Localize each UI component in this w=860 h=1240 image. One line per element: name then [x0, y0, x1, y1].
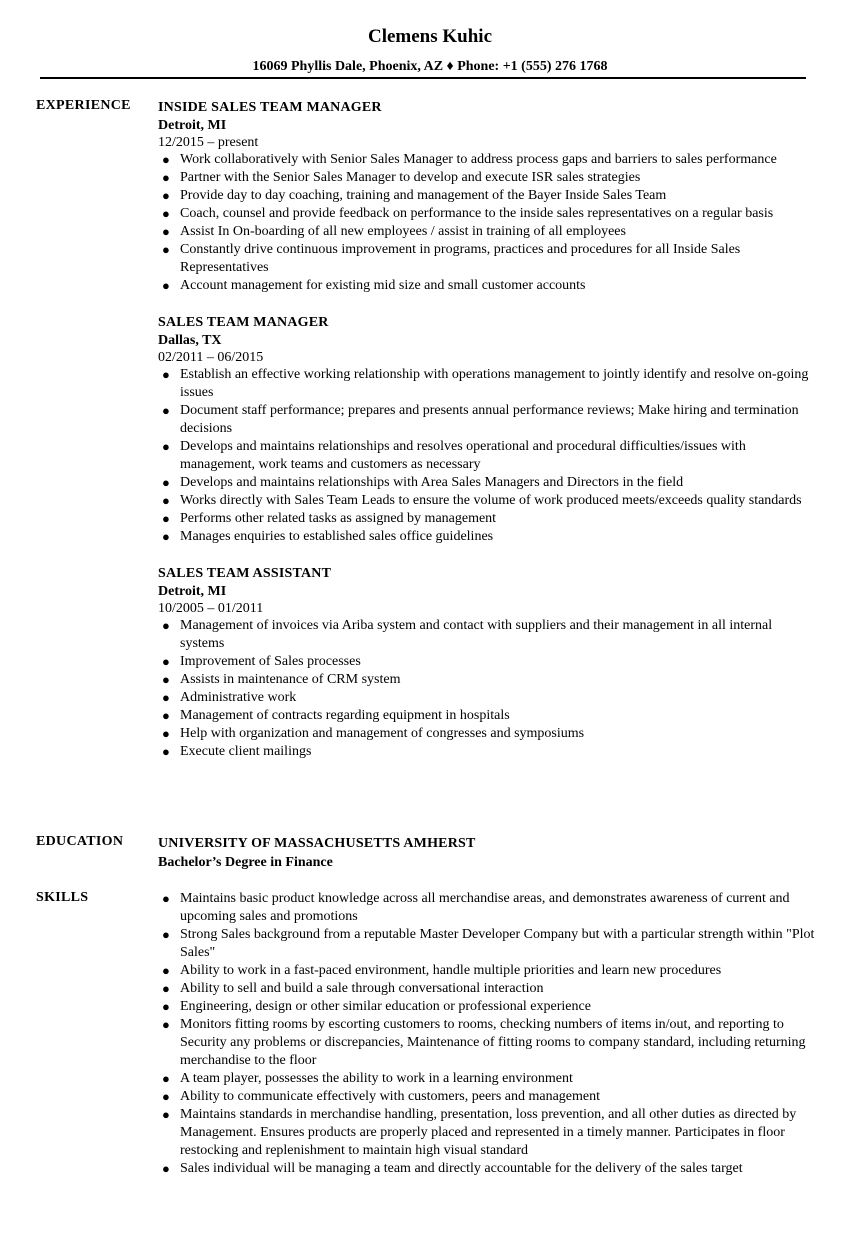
bullet-dot-icon: ●: [162, 206, 170, 221]
job-dates: 12/2015 – present: [158, 135, 259, 150]
bullet-dot-icon: ●: [162, 170, 170, 185]
list-item: [158, 617, 818, 653]
bullet-text: Administrative work: [180, 690, 297, 705]
bullet-text: Ability to communicate effectively with customers, peers and management: [180, 1089, 600, 1104]
list-item: [158, 1016, 818, 1070]
list-item: [158, 151, 818, 169]
bullet-dot-icon: ●: [162, 1017, 170, 1032]
bullet-text: Account management for existing mid size and small customer accounts: [180, 278, 586, 293]
bullet-dot-icon: ●: [162, 1071, 170, 1086]
section-label-skills: SKILLS: [36, 890, 89, 905]
bullet-dot-icon: ●: [162, 999, 170, 1014]
job-entry: [158, 98, 818, 295]
bullet-text: Assist In On-boarding of all new employees / assist in training of all employees: [180, 224, 626, 239]
job-bullet-list: [158, 151, 818, 295]
list-item: [158, 492, 818, 510]
bullet-dot-icon: ●: [162, 439, 170, 454]
bullet-text: Performs other related tasks as assigned by management: [180, 511, 497, 526]
bullet-dot-icon: ●: [162, 927, 170, 942]
bullet-text: Develops and maintains relationships and resolves operational and procedural difficulties/issues with management, work teams and customers as necessary: [180, 439, 746, 472]
bullet-dot-icon: ●: [162, 891, 170, 906]
list-item: [158, 474, 818, 492]
list-item: [158, 402, 818, 438]
list-item: [158, 438, 818, 474]
bullet-dot-icon: ●: [162, 981, 170, 996]
bullet-text: Ability to sell and build a sale through conversational interaction: [180, 981, 544, 996]
bullet-dot-icon: ●: [162, 493, 170, 508]
list-item: [158, 980, 818, 998]
bullet-text: Establish an effective working relationship with operations management to jointly identify and resolve on-going issues: [180, 367, 809, 400]
bullet-text: Sales individual will be managing a team and directly accountable for the delivery of the sales target: [180, 1161, 743, 1176]
contact-line: 16069 Phyllis Dale, Phoenix, AZ ♦ Phone: +1 (555) 276 1768: [252, 59, 608, 74]
list-item: [158, 187, 818, 205]
list-item: [158, 743, 818, 761]
bullet-dot-icon: ●: [162, 963, 170, 978]
list-item: [158, 241, 818, 277]
job-bullet-list: [158, 617, 818, 761]
job-title: INSIDE SALES TEAM MANAGER: [158, 100, 382, 115]
school-name: UNIVERSITY OF MASSACHUSETTS AMHERST: [158, 836, 476, 851]
bullet-text: Execute client mailings: [180, 744, 312, 759]
list-item: [158, 653, 818, 671]
bullet-text: Improvement of Sales processes: [180, 654, 361, 669]
bullet-dot-icon: ●: [162, 690, 170, 705]
list-item: [158, 528, 818, 546]
list-item: [158, 277, 818, 295]
bullet-dot-icon: ●: [162, 744, 170, 759]
bullet-dot-icon: ●: [162, 726, 170, 741]
bullet-dot-icon: ●: [162, 529, 170, 544]
list-item: [158, 169, 818, 187]
bullet-text: Manages enquiries to established sales office guidelines: [180, 529, 494, 544]
bullet-dot-icon: ●: [162, 278, 170, 293]
bullet-text: Develops and maintains relationships with Area Sales Managers and Directors in the field: [180, 475, 684, 490]
bullet-dot-icon: ●: [162, 242, 170, 257]
bullet-text: Management of contracts regarding equipment in hospitals: [180, 708, 510, 723]
bullet-dot-icon: ●: [162, 152, 170, 167]
bullet-dot-icon: ●: [162, 1161, 170, 1176]
bullet-text: Works directly with Sales Team Leads to ensure the volume of work produced meets/exceeds quality standards: [180, 493, 802, 508]
list-item: [158, 998, 818, 1016]
header-divider: [40, 77, 806, 79]
bullet-dot-icon: ●: [162, 367, 170, 382]
bullet-text: Help with organization and management of congresses and symposiums: [180, 726, 585, 741]
job-title: SALES TEAM ASSISTANT: [158, 566, 332, 581]
job-location: Detroit, MI: [158, 118, 227, 133]
bullet-text: Partner with the Senior Sales Manager to develop and execute ISR sales strategies: [180, 170, 641, 185]
bullet-text: Maintains basic product knowledge across all merchandise areas, and demonstrates awareness of current and upcoming sales and promotions: [180, 891, 790, 924]
list-item: [158, 1106, 818, 1160]
list-item: [158, 223, 818, 241]
bullet-text: Engineering, design or other similar education or professional experience: [180, 999, 591, 1014]
bullet-text: Assists in maintenance of CRM system: [180, 672, 401, 687]
bullet-dot-icon: ●: [162, 1107, 170, 1122]
bullet-dot-icon: ●: [162, 1089, 170, 1104]
list-item: [158, 671, 818, 689]
list-item: [158, 725, 818, 743]
list-item: [158, 689, 818, 707]
job-entry: [158, 313, 818, 546]
bullet-dot-icon: ●: [162, 511, 170, 526]
bullet-text: Management of invoices via Ariba system and contact with suppliers and their management in all internal systems: [180, 618, 773, 651]
bullet-dot-icon: ●: [162, 403, 170, 418]
bullet-dot-icon: ●: [162, 672, 170, 687]
bullet-dot-icon: ●: [162, 475, 170, 490]
bullet-text: Maintains standards in merchandise handling, presentation, loss prevention, and all other duties as directed by Management. Ensures products are properly placed and represented in a timely manner. Participates in floor restocking and replenishment to maintain high visual standard: [180, 1107, 797, 1158]
list-item: [158, 707, 818, 725]
section-label-education: EDUCATION: [36, 834, 124, 849]
list-item: [158, 205, 818, 223]
list-item: [158, 366, 818, 402]
bullet-text: Ability to work in a fast-paced environment, handle multiple priorities and learn new procedures: [180, 963, 722, 978]
bullet-text: Document staff performance; prepares and presents annual performance reviews; Make hiring and termination decisions: [180, 403, 799, 436]
skills-bullet-list: [158, 890, 818, 1178]
job-dates: 10/2005 – 01/2011: [158, 601, 264, 616]
bullet-text: Work collaboratively with Senior Sales Manager to address process gaps and barriers to sales performance: [180, 152, 777, 167]
experience-body: [158, 98, 818, 779]
list-item: [158, 926, 818, 962]
job-bullet-list: [158, 366, 818, 546]
bullet-text: Provide day to day coaching, training and management of the Bayer Inside Sales Team: [180, 188, 667, 203]
bullet-text: Monitors fitting rooms by escorting customers to rooms, checking numbers of items in/out, and reporting to Security any problems or discrepancies, Maintenance of fitting rooms to company standard, including returning merchandise to the floor: [180, 1017, 806, 1068]
job-entry: [158, 564, 818, 761]
bullet-text: A team player, possesses the ability to work in a learning environment: [180, 1071, 573, 1086]
degree: Bachelor’s Degree in Finance: [158, 855, 333, 870]
job-location: Dallas, TX: [158, 333, 222, 348]
list-item: [158, 1088, 818, 1106]
list-item: [158, 890, 818, 926]
bullet-text: Constantly drive continuous improvement in programs, practices and procedures for all Inside Sales Representatives: [180, 242, 741, 275]
list-item: [158, 1160, 818, 1178]
bullet-dot-icon: ●: [162, 224, 170, 239]
bullet-text: Coach, counsel and provide feedback on performance to the inside sales representatives on a regular basis: [180, 206, 774, 221]
list-item: [158, 962, 818, 980]
job-location: Detroit, MI: [158, 584, 227, 599]
job-title: SALES TEAM MANAGER: [158, 315, 329, 330]
bullet-dot-icon: ●: [162, 708, 170, 723]
candidate-name: Clemens Kuhic: [367, 26, 493, 47]
bullet-dot-icon: ●: [162, 654, 170, 669]
skills-body: [158, 890, 818, 1178]
bullet-dot-icon: ●: [162, 618, 170, 633]
list-item: [158, 1070, 818, 1088]
job-dates: 02/2011 – 06/2015: [158, 350, 264, 365]
bullet-dot-icon: ●: [162, 188, 170, 203]
list-item: [158, 510, 818, 528]
bullet-text: Strong Sales background from a reputable Master Developer Company but with a particular strength within "Plot Sales": [180, 927, 815, 960]
section-label-experience: EXPERIENCE: [36, 98, 131, 113]
education-body: [158, 834, 818, 873]
